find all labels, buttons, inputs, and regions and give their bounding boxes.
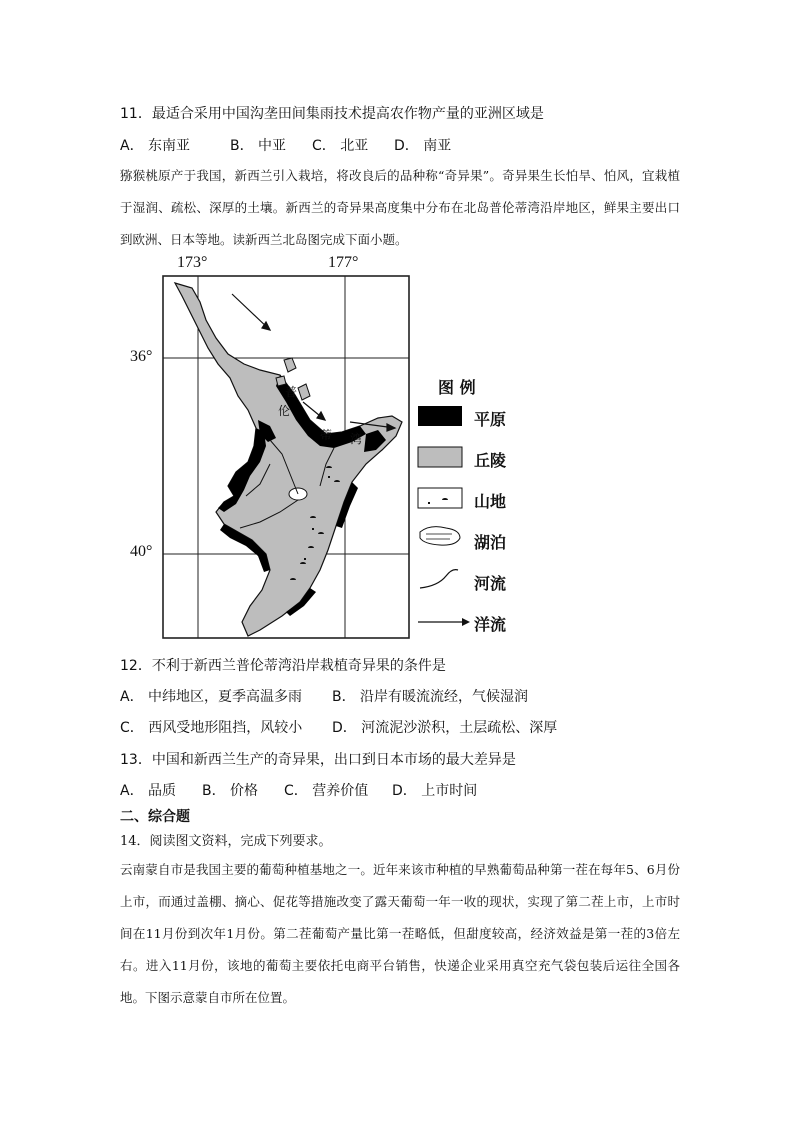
island-small-1 (284, 358, 296, 372)
river-icon (420, 570, 458, 588)
q13-option-b: B． 价格 (202, 783, 259, 799)
bay-char-4: 湾 (350, 432, 363, 446)
q12-option-d: D． 河流泥沙淤积，土层疏松、深厚 (332, 720, 558, 736)
legend-label-current: 洋流 (474, 615, 507, 634)
q12-options-row1 (120, 686, 528, 706)
legend-title: 图 例 (438, 378, 476, 397)
q14-paragraph: 云南蒙自市是我国主要的葡萄种植基地之一。近年来该市种植的早熟葡萄品种第一茬在每年5、6月份上市，而通过盖棚、摘心、促花等措施改变了露天葡萄一年一收的现状，实现了第二茬上市，上市时间在11月份到次年1月份。第二茬葡萄产量比第一茬略低，但甜度较高，经济效益是第一茬的3倍左右。进入11月份，该地的葡萄主要依托电商平台销售，快递企业采用真空充气袋包装后运往全国各地。下图示意蒙自市所在位置。 (120, 862, 680, 1005)
legend-label-lake: 湖泊 (474, 533, 507, 552)
q13-stem: 13．中国和新西兰生产的奇异果，出口到日本市场的最大差异是 (120, 752, 516, 768)
q12-options-row2 (120, 717, 557, 737)
q11-option-c: C． 北亚 (312, 138, 369, 154)
mountain-swatch (418, 488, 462, 508)
north-island-map (120, 250, 520, 650)
q12-option-c: C． 西风受地形阻挡，风较小 (120, 720, 303, 736)
q11-option-b: B． 中亚 (230, 138, 287, 154)
section-title: 二、综合题 (120, 809, 190, 825)
lat-label-36: 36° (130, 348, 153, 365)
hill-swatch (418, 447, 462, 467)
q11-option-d: D． 南亚 (394, 138, 452, 154)
legend-label-plain: 平原 (474, 410, 507, 429)
q13-option-d: D． 上市时间 (392, 783, 478, 799)
intro-paragraph: 猕猴桃原产于我国，新西兰引入栽培，将改良后的品种称“奇异果”。奇异果生长怕旱、怕风，宜栽植于湿润、疏松、深厚的土壤。新西兰的奇异果高度集中分布在北岛普伦蒂湾沿岸地区，鲜果主要出口到欧洲、日本等地。读新西兰北岛图完成下面小题。 (120, 168, 680, 247)
bay-char-1: 普 (285, 385, 298, 399)
bay-char-3: 蒂 (320, 428, 333, 442)
island-hills (175, 283, 402, 636)
q12-option-a: A． 中纬地区，夏季高温多雨 (120, 689, 303, 705)
q14-stem: 14．阅读图文资料，完成下列要求。 (120, 834, 332, 849)
legend-label-river: 河流 (474, 574, 507, 593)
lon-label-177: 177° (328, 254, 359, 271)
q13-options (120, 780, 477, 800)
current-arrow-icon (418, 618, 470, 626)
lat-label-40: 40° (130, 543, 153, 560)
plain-swatch (418, 406, 462, 426)
q13-option-a: A． 品质 (120, 783, 177, 799)
q13-option-c: C． 营养价值 (284, 783, 369, 799)
lake-swatch (420, 527, 460, 545)
q12-option-b: B． 沿岸有暖流流经，气候湿润 (332, 689, 529, 705)
q11-stem: 11．最适合采用中国沟垄田间集雨技术提高农作物产量的亚洲区域是 (120, 106, 544, 122)
legend-icons (416, 400, 476, 640)
bay-char-2: 伦 (278, 404, 291, 418)
legend-label-mountain: 山地 (474, 492, 507, 511)
legend-label-hill: 丘陵 (474, 451, 507, 470)
q12-stem: 12．不利于新西兰普伦蒂湾沿岸栽植奇异果的条件是 (120, 658, 446, 674)
island-small-3 (298, 384, 310, 400)
q11-option-a: A． 东南亚 (120, 138, 191, 154)
q11-options (120, 135, 451, 155)
lon-label-173: 173° (177, 254, 208, 271)
